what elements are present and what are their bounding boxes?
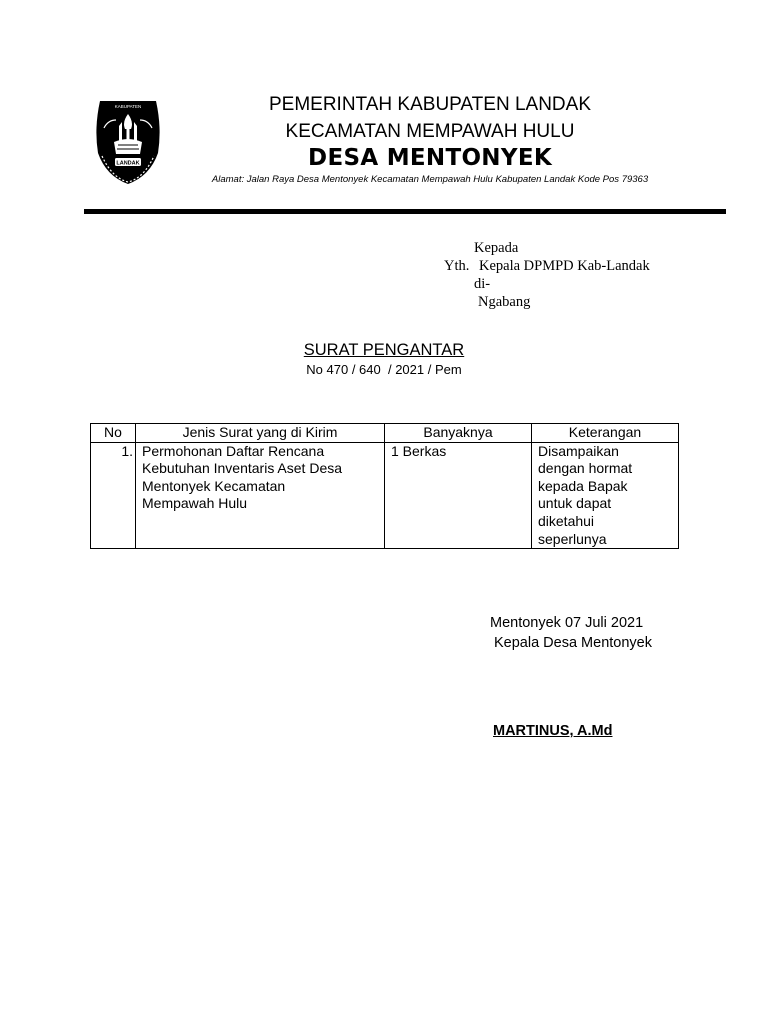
letter-number: No 470 / 640 / 2021 / Pem — [306, 362, 462, 377]
cell-keterangan-line: Disampaikan — [538, 442, 619, 459]
signature-name: MARTINUS, A.Md — [493, 723, 613, 739]
cell-keterangan-line: diketahui — [538, 512, 595, 529]
cell-keterangan-line: seperlunya — [538, 530, 607, 547]
district-title: KECAMATAN MEMPAWAH HULU — [285, 121, 575, 142]
document-table — [90, 423, 679, 549]
recipient-name: Kepala DPMPD Kab-Landak — [479, 258, 650, 274]
signature-place-date: Mentonyek 07 Juli 2021 — [490, 615, 644, 631]
col-header-keterangan: Keterangan — [532, 424, 679, 443]
header-divider — [84, 209, 726, 214]
emblem-bottom-text: LANDAK — [116, 160, 140, 167]
emblem-top-text: KABUPATEN — [114, 104, 142, 109]
col-header-jenis: Jenis Surat yang di Kirim — [136, 424, 385, 443]
cell-jenis-line: Mentonyek Kecamatan — [142, 477, 286, 494]
cell-keterangan-line: dengan hormat — [538, 460, 633, 477]
col-header-no: No — [91, 424, 136, 443]
village-title: DESA MENTONYEK — [308, 145, 552, 171]
signature-role: Kepala Desa Mentonyek — [494, 635, 652, 651]
recipient-yth: Yth. — [444, 258, 470, 274]
address-line: Alamat: Jalan Raya Desa Mentonyek Kecamatan Mempawah Hulu Kabupaten Landak Kode Pos 79363 — [211, 174, 649, 185]
recipient-line — [444, 258, 650, 275]
col-header-banyaknya: Banyaknya — [385, 424, 532, 443]
cell-jenis-line: Permohonan Daftar Rencana — [142, 442, 325, 459]
government-title: PEMERINTAH KABUPATEN LANDAK — [268, 94, 591, 115]
recipient-kepada: Kepada — [474, 240, 519, 256]
table-header-row — [91, 424, 679, 443]
cell-keterangan — [532, 442, 679, 549]
cell-banyaknya: 1 Berkas — [385, 442, 532, 549]
kabupaten-landak-emblem-icon — [92, 98, 164, 186]
table-row — [91, 442, 679, 549]
cell-jenis-line: Kebutuhan Inventaris Aset Desa — [142, 460, 343, 477]
letter-title: SURAT PENGANTAR — [303, 341, 465, 359]
cell-keterangan-line: kepada Bapak — [538, 477, 628, 494]
recipient-place: Ngabang — [478, 294, 531, 310]
cell-keterangan-line: untuk dapat — [538, 495, 612, 512]
cell-no: 1. — [91, 442, 136, 549]
recipient-di: di- — [474, 276, 491, 292]
cell-jenis — [136, 442, 385, 549]
cell-jenis-line: Mempawah Hulu — [142, 495, 248, 512]
